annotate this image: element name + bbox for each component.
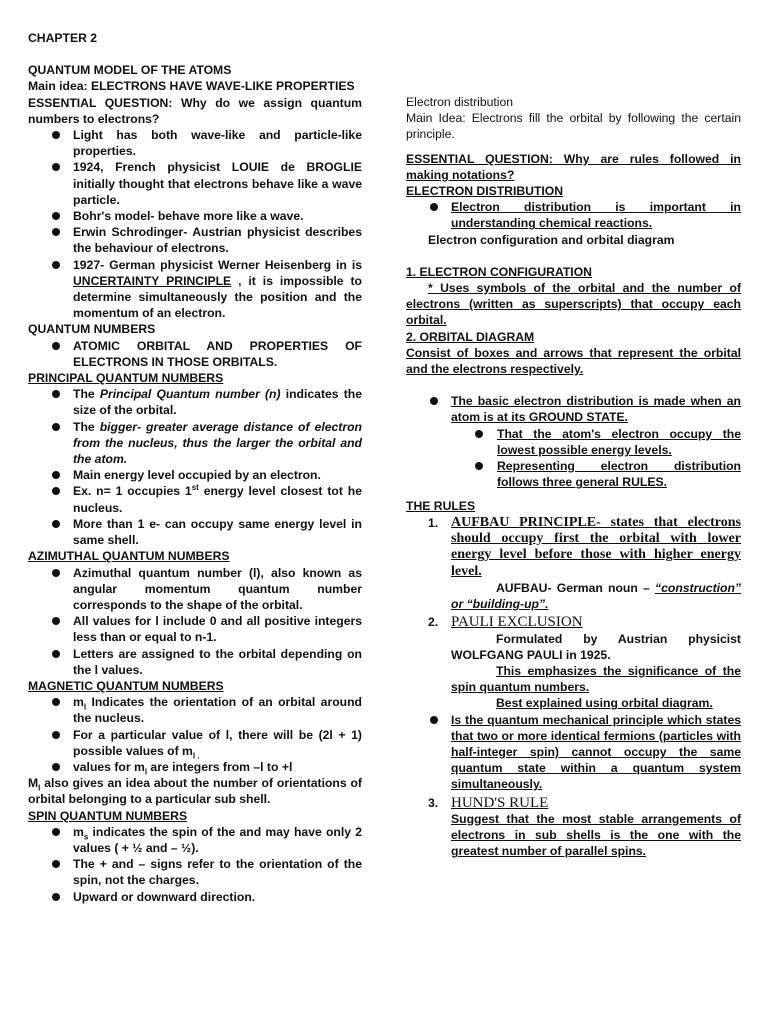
bullet-icon — [52, 520, 60, 528]
list-item: $m_l$ Indicates the orientation of an orbital around the nucleus. — [28, 694, 362, 726]
main-idea: Main idea: ELECTRONS HAVE WAVE-LIKE PROPERTIES — [28, 79, 355, 94]
quantum-numbers-heading: QUANTUM NUMBERS — [28, 322, 156, 337]
list-item: Main energy level occupied by an electron. — [28, 467, 362, 483]
section-title: QUANTUM MODEL OF THE ATOMS — [28, 63, 232, 78]
list-item: 1924, French physicist LOUIE de BROGLIE initially thought that electrons behave like a wave particle. — [28, 159, 362, 208]
orbital-diagram-text: Consist of boxes and arrows that represent the orbital and the electrons respectively. — [406, 345, 741, 377]
list-item: More than 1 e- can occupy same energy level in same shell. — [28, 516, 362, 548]
bullet-icon — [52, 423, 60, 431]
list-item: ATOMIC ORBITAL AND PROPERTIES OF ELECTRONS IN THOSE ORBITALS. — [28, 338, 362, 370]
bullet-icon — [52, 131, 60, 139]
electron-distribution-heading: ELECTRON DISTRIBUTION — [406, 184, 564, 199]
bullet-icon — [52, 698, 60, 706]
list-item: For a particular value of l, there will be (2l + 1) possible values of $m_{l .}$ — [28, 727, 362, 759]
rules-heading: THE RULES — [406, 499, 476, 514]
spin-qn-heading: SPIN QUANTUM NUMBERS — [28, 808, 188, 823]
bullet-icon — [52, 650, 60, 658]
chapter-heading: CHAPTER 2 — [28, 31, 98, 45]
list-item: The bigger- greater average distance of electron from the nucleus, thus the larger the orbital and the atom. — [28, 419, 362, 468]
aufbau-title: AUFBAU PRINCIPLE — [451, 514, 597, 530]
bullet-icon — [52, 212, 60, 220]
list-item: $m_s$ indicates the spin of the and may have only 2 values ( + ½ and – ½). — [28, 824, 362, 856]
list-item: The + and – signs refer to the orientation of the spin, not the charges. — [28, 856, 362, 888]
electron-distribution-main-idea: Main Idea: Electrons fill the orbital by following the certain principle. — [406, 111, 741, 142]
bullet-icon — [52, 617, 60, 625]
list-item: The Principal Quantum number (n) indicates the size of the orbital. — [28, 386, 362, 418]
azimuthal-qn-heading: AZIMUTHAL QUANTUM NUMBERS — [28, 549, 230, 564]
bullet-icon — [430, 716, 438, 724]
uncertainty-principle: UNCERTAINTY PRINCIPLE — [73, 273, 232, 288]
list-item: Upward or downward direction. — [28, 889, 362, 905]
essential-question: ESSENTIAL QUESTION: Why do we assign quantum numbers to electrons? — [28, 95, 362, 126]
pauli-line-3: Best explained using orbital diagram. — [496, 696, 713, 711]
right-column — [406, 94, 741, 860]
list-item: Azimuthal quantum number (l), also known as angular momentum quantum number corresponds to the shape of the orbital. — [28, 565, 362, 614]
electron-distribution-sub: Electron configuration and orbital diagram — [428, 232, 675, 247]
list-item: That the atom's electron occupy the lowest possible energy levels. — [406, 426, 741, 458]
magnetic-note: $M_l$ also gives an idea about the number of orientations of orbital belonging to a particular sub shell. — [28, 776, 362, 807]
list-item: values for $m_l$ are integers from –l to +l — [28, 759, 362, 775]
electron-distribution-question: ESSENTIAL QUESTION: Why are rules followed in making notations? — [406, 151, 741, 182]
list-item: All values for l include 0 and all positive integers less than or equal to n-1. — [28, 613, 362, 645]
bullet-icon — [430, 397, 438, 405]
list-item: Letters are assigned to the orbital depending on the l values. — [28, 646, 362, 678]
bullet-icon — [52, 731, 60, 739]
magnetic-qn-heading: MAGNETIC QUANTUM NUMBERS — [28, 678, 224, 693]
bullet-icon — [52, 569, 60, 577]
list-item: Is the quantum mechanical principle which states that two or more identical fermions (particles with half-integer spin) cannot occupy the same quantum state within a quantum system simultaneously. — [406, 712, 741, 793]
bullet-icon — [52, 342, 60, 350]
list-item: Electron distribution is important in understanding chemical reactions. — [406, 199, 741, 231]
bullet-icon — [52, 763, 60, 771]
bullet-icon — [475, 462, 483, 470]
rule-hund: 3. HUND'S RULE — [406, 795, 741, 811]
rule-aufbau: 1. AUFBAU PRINCIPLE- states that electrons should occupy first the orbital with lower energy level before those with higher energy level. — [428, 514, 741, 579]
rule-pauli: 2. PAULI EXCLUSION — [406, 614, 741, 630]
list-item: Representing electron distribution follows three general RULES. — [406, 458, 741, 490]
history-list — [28, 127, 362, 321]
bullet-icon — [52, 390, 60, 398]
principal-qn-heading: PRINCIPAL QUANTUM NUMBERS — [28, 371, 224, 386]
bullet-icon — [430, 203, 438, 211]
pauli-line-2: This emphasizes the significance of the spin quantum numbers. — [451, 663, 741, 695]
hund-title: HUND'S RULE — [451, 794, 549, 811]
orbital-diagram-heading: 2. ORBITAL DIAGRAM — [406, 329, 535, 344]
pauli-line-1: Formulated by Austrian physicist WOLFGANG PAULI in 1925. — [451, 631, 741, 662]
bullet-icon — [475, 430, 483, 438]
bullet-icon — [52, 163, 60, 171]
electron-distribution-title: Electron distribution — [406, 95, 514, 109]
list-item: Light has both wave-like and particle-like properties. — [28, 127, 362, 159]
bullet-icon — [52, 487, 60, 495]
list-item: Ex. n= 1 occupies 1st energy level closest tot he nucleus. — [28, 483, 362, 515]
bullet-icon — [52, 893, 60, 901]
bullet-icon — [52, 860, 60, 868]
bullet-icon — [52, 261, 60, 269]
list-item: Bohr's model- behave more like a wave. — [28, 208, 362, 224]
electron-configuration-heading: 1. ELECTRON CONFIGURATION — [406, 264, 592, 279]
aufbau-note: AUFBAU- German noun – “construction” or “building-up”. — [451, 580, 741, 612]
bullet-icon — [52, 471, 60, 479]
list-item: Erwin Schrodinger- Austrian physicist describes the behaviour of electrons. — [28, 224, 362, 256]
electron-configuration-text: * Uses symbols of the orbital and the number of electrons (written as superscripts) that occupy each orbital. — [406, 281, 741, 328]
list-item: The basic electron distribution is made when an atom is at its GROUND STATE. — [406, 393, 741, 425]
hund-text: Suggest that the most stable arrangements of electrons in sub shells is the one with the greatest number of parallel spins. — [451, 811, 741, 859]
bullet-icon — [52, 828, 60, 836]
bullet-icon — [52, 228, 60, 236]
list-item: 1927- German physicist Werner Heisenberg in is UNCERTAINTY PRINCIPLE , it is impossible to determine simultaneously the position and the momentum of an electron. — [28, 257, 362, 322]
pauli-title: PAULI EXCLUSION — [451, 614, 583, 631]
left-column — [28, 30, 362, 905]
